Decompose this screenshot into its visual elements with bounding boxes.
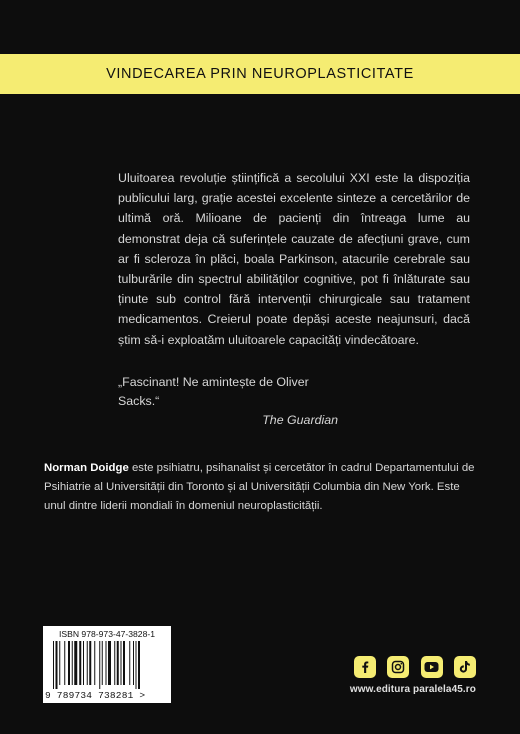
barcode-bar bbox=[87, 641, 88, 685]
barcode-bar bbox=[102, 641, 103, 685]
blurb-text: Uluitoarea revoluție științifică a secolului XXI este la dispoziția publicului larg, grație acestei excelente sinteze a cercetărilor de ultimă oră. Milioane de pacienți din întreaga lume au demonstrat deja că suferințele cauzate de afecțiuni grave, cum ar fi scleroza în plăci, boala Parkinson, atacurile cerebrale sau tulburările din spectrul abilităților cognitive, pot fi înlăturate sau ținute sub control fără intervenții chirurgicale sau tratament medicamentos. Creierul poate depăși aceste neajunsuri, dacă știm să-i exploatăm uluitoarele capacități vindecătoare. bbox=[118, 171, 470, 347]
tiktok-icon[interactable] bbox=[454, 656, 476, 678]
quote-text: „Fascinant! Ne amintește de Oliver Sacks.“ bbox=[118, 375, 309, 408]
facebook-icon[interactable] bbox=[354, 656, 376, 678]
barcode-bars bbox=[53, 641, 163, 689]
barcode-bar bbox=[99, 641, 100, 689]
barcode-bar bbox=[136, 641, 137, 689]
barcode-bar bbox=[79, 641, 81, 685]
barcode-bar bbox=[121, 641, 122, 685]
barcode-bar bbox=[56, 641, 58, 689]
social-links bbox=[354, 656, 476, 680]
barcode-bar bbox=[129, 641, 130, 685]
series-title: VINDECAREA PRIN NEUROPLASTICITATE bbox=[106, 66, 414, 82]
instagram-icon[interactable] bbox=[387, 656, 409, 678]
barcode-bar bbox=[89, 641, 91, 685]
barcode-bar bbox=[123, 641, 125, 685]
barcode-bar bbox=[53, 641, 54, 689]
isbn-barcode bbox=[43, 626, 171, 703]
isbn-digits: 9 789734 738281 > bbox=[45, 690, 146, 701]
author-bio bbox=[44, 459, 476, 516]
barcode-bar bbox=[83, 641, 84, 685]
barcode-bar bbox=[138, 641, 140, 689]
barcode-bar bbox=[133, 641, 134, 685]
publisher-website[interactable]: www.editura paralela45.ro bbox=[349, 684, 476, 695]
barcode-bar bbox=[72, 641, 73, 685]
barcode-bar bbox=[114, 641, 115, 685]
author-bio-text: este psihiatru, psihanalist și cercetător în cadrul Departamentului de Psihiatrie al Universității din Toronto și al Universității Columbia din New York. Este unul dintre liderii mondiali în domeniul neuroplasticității. bbox=[44, 462, 475, 512]
barcode-bar bbox=[59, 641, 60, 685]
isbn-label: ISBN 978-973-47-3828-1 bbox=[58, 629, 156, 639]
barcode-bar bbox=[106, 641, 107, 685]
quote-source: The Guardian bbox=[262, 413, 338, 427]
title-banner bbox=[0, 54, 520, 94]
barcode-bar bbox=[68, 641, 70, 685]
barcode-bar bbox=[94, 641, 95, 685]
barcode-bar bbox=[64, 641, 65, 685]
press-quote bbox=[118, 373, 338, 430]
youtube-icon[interactable] bbox=[421, 656, 443, 678]
barcode-bar bbox=[74, 641, 77, 685]
author-name: Norman Doidge bbox=[44, 462, 129, 474]
barcode-bar bbox=[117, 641, 119, 685]
barcode-bar bbox=[108, 641, 111, 685]
